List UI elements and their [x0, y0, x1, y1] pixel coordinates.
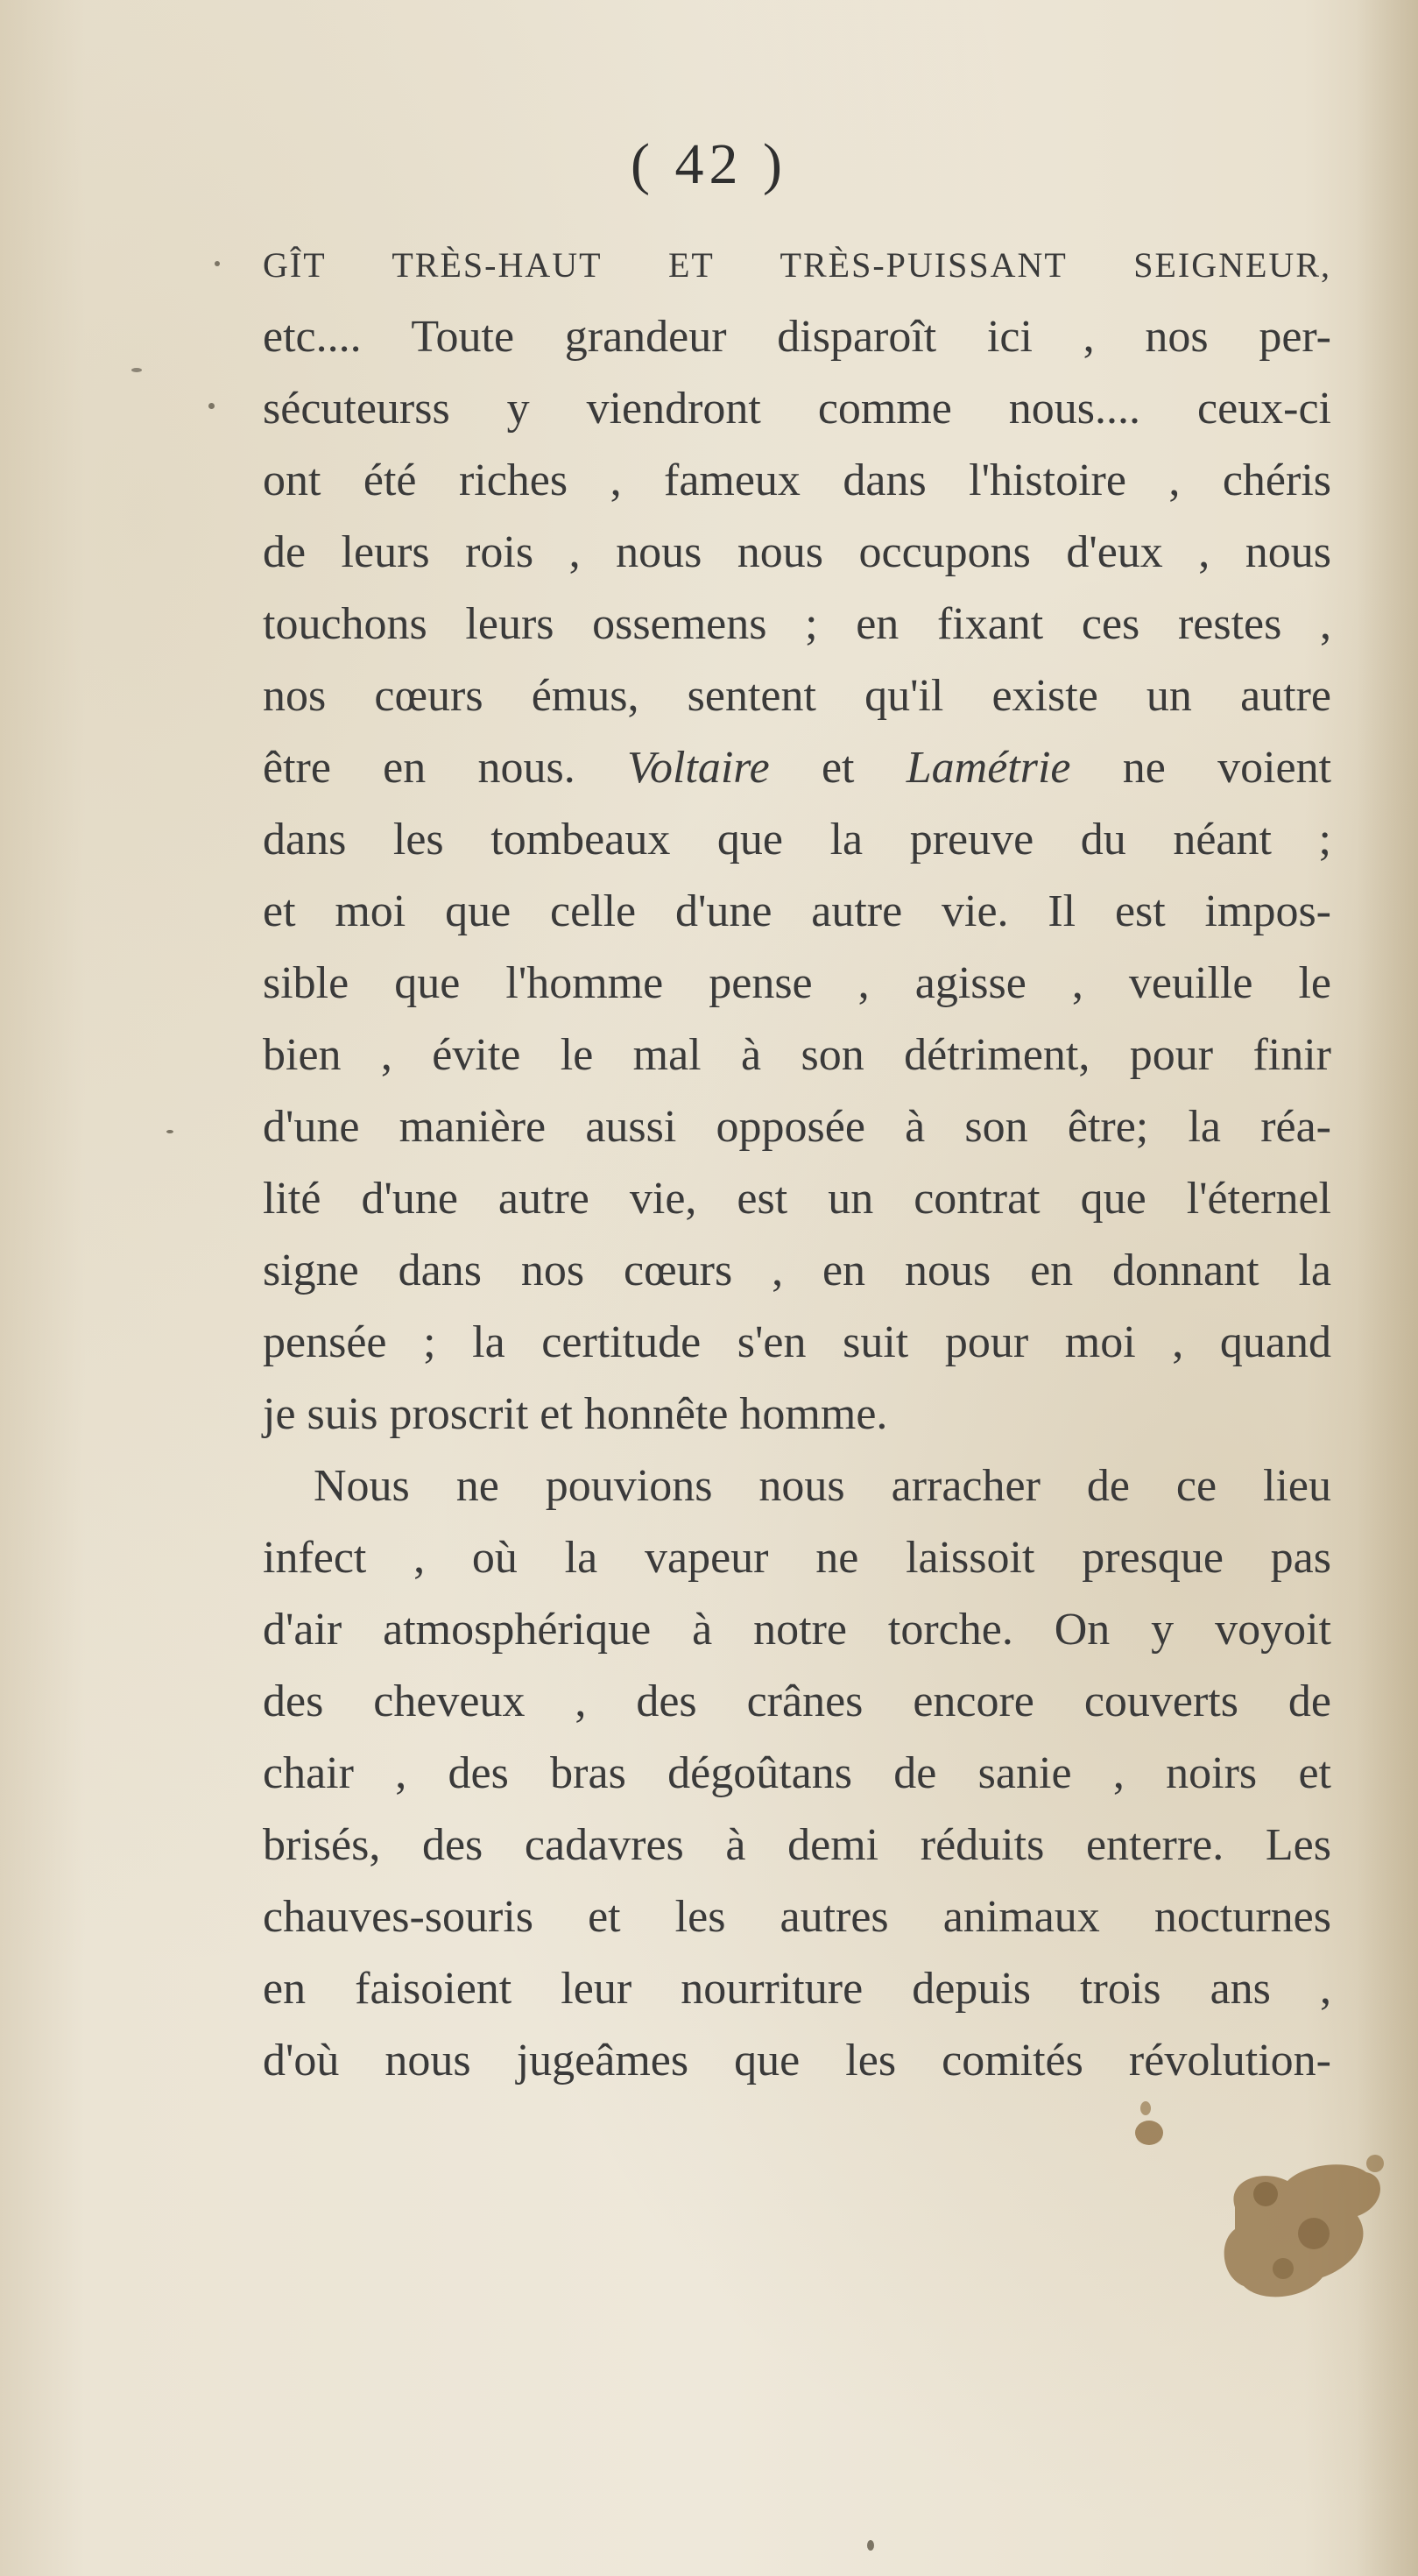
text-line: lité d'une autre vie, est un contrat que l'éternel: [263, 1174, 1331, 1224]
text-line: d'air atmosphérique à notre torche. On y voyoit: [263, 1605, 1331, 1655]
text-line: signe dans nos cœurs , en nous en donnant la: [263, 1246, 1331, 1295]
text-line: GÎT TRÈS-HAUT ET TRÈS-PUISSANT SEIGNEUR,: [263, 245, 1331, 285]
text-line: dans les tombeaux que la preuve du néant ;: [263, 815, 1331, 865]
text-line: Nous ne pouvions nous arracher de ce lieu: [314, 1461, 1331, 1511]
text-line: etc.... Toute grandeur disparoît ici , nos per-: [263, 312, 1331, 362]
text-line: nos cœurs émus, sentent qu'il existe un autre: [263, 671, 1331, 721]
text-line-mixed: [263, 732, 1331, 804]
text-line: ont été riches , fameux dans l'histoire , chéris: [263, 455, 1331, 505]
text-line: chair , des bras dégoûtans de sanie , noirs et: [263, 1748, 1331, 1798]
page-number: ( 42 ): [631, 132, 787, 196]
text-line: et moi que celle d'une autre vie. Il est impos-: [263, 886, 1331, 936]
text-line: bien , évite le mal à son détriment, pour finir: [263, 1030, 1331, 1080]
text-line: pensée ; la certitude s'en suit pour moi , quand: [263, 1317, 1331, 1367]
italic-name: Voltaire: [626, 743, 770, 793]
text-line: brisés, des cadavres à demi réduits enterre. Les: [263, 1820, 1331, 1870]
paper-speck: [208, 403, 215, 409]
text-line: touchons leurs ossemens ; en fixant ces restes ,: [263, 599, 1331, 649]
text-line: d'où nous jugeâmes que les comités révolution-: [263, 2036, 1331, 2086]
text-line: je suis proscrit et honnête homme.: [263, 1389, 888, 1439]
paper-speck: [867, 2540, 874, 2551]
text-line: sible que l'homme pense , agisse , veuille le: [263, 958, 1331, 1008]
text-line: chauves-souris et les autres animaux nocturnes: [263, 1892, 1331, 1942]
text-line: infect , où la vapeur ne laissoit presque pas: [263, 1533, 1331, 1583]
ink-stain-large: [1200, 2146, 1393, 2312]
text-segment: être en nous.: [263, 743, 575, 793]
text-segment: et: [821, 743, 855, 793]
text-line: sécuteurss y viendront comme nous.... ceux-ci: [263, 384, 1331, 434]
text-line: des cheveux , des crânes encore couverts de: [263, 1676, 1331, 1726]
text-segment: ne voient: [1122, 743, 1332, 793]
paper-speck: [131, 368, 142, 372]
paper-speck: [215, 261, 220, 266]
body-text: [263, 229, 1331, 2097]
italic-name: Lamétrie: [906, 743, 1071, 793]
text-line: d'une manière aussi opposée à son être; la réa-: [263, 1102, 1331, 1152]
paper-speck: [166, 1130, 173, 1133]
text-line: en faisoient leur nourriture depuis trois ans ,: [263, 1964, 1331, 2014]
ink-stain-small: [1130, 2098, 1168, 2150]
text-line: de leurs rois , nous nous occupons d'eux , nous: [263, 527, 1331, 577]
